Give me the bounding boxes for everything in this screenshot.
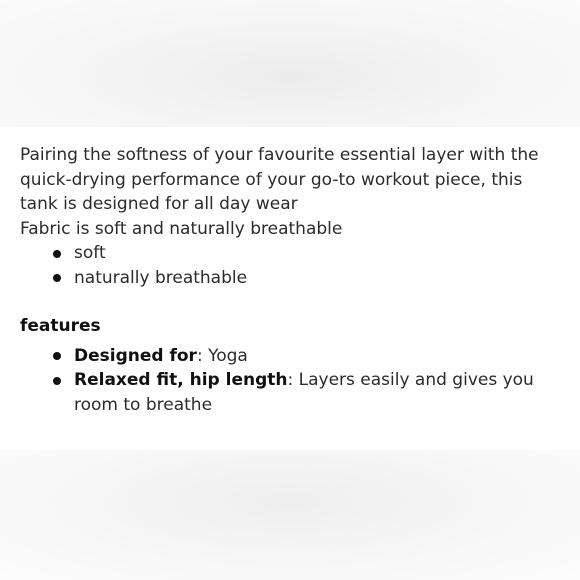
fabric-list: [20, 241, 560, 290]
list-item: [20, 344, 560, 369]
list-item: soft: [20, 241, 560, 266]
fabric-line: Fabric is soft and naturally breathable: [20, 218, 343, 239]
bottom-background-band: [0, 450, 580, 580]
features-heading: features: [20, 316, 101, 336]
list-item: naturally breathable: [20, 266, 560, 291]
list-item: [20, 368, 560, 417]
feature-term: Relaxed fit, hip length: [74, 370, 288, 390]
top-background-band: [0, 0, 580, 127]
feature-term: Designed for: [74, 345, 197, 366]
features-list: [20, 344, 560, 418]
product-description-panel: [0, 127, 580, 450]
feature-detail: : Layers easily and gives you room to breathe: [74, 370, 534, 415]
description-paragraph: Pairing the softness of your favourite essential layer with the quick-drying performance of your go-to workout piece, this tank is designed for all day wear: [20, 145, 539, 214]
feature-detail: : Yoga: [196, 345, 248, 366]
